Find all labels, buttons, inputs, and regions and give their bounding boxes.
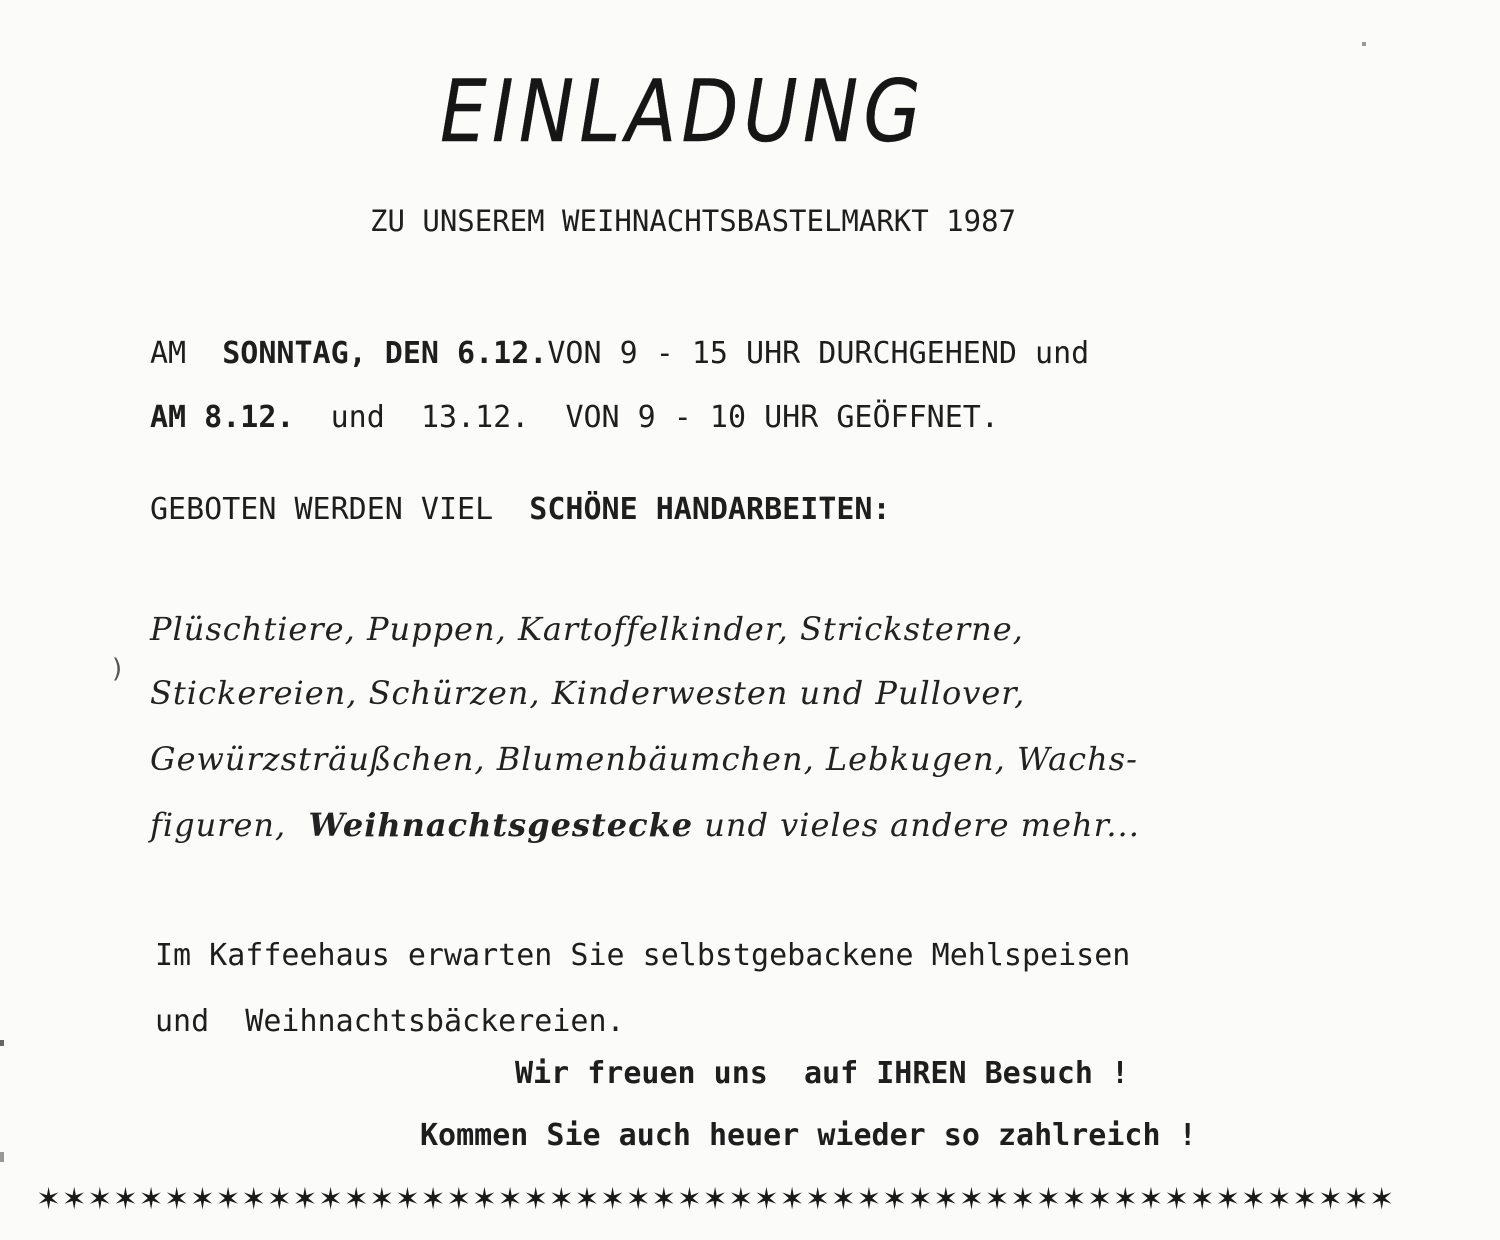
items-line-2: Stickereien, Schürzen, Kinderwesten und Pullover, — [150, 674, 1026, 712]
schedule-sunday-hours: VON 9 - 15 UHR DURCHGEHEND und — [547, 336, 1090, 371]
schedule-line-1 — [150, 336, 1089, 371]
schedule-und: und — [330, 400, 385, 435]
scan-edge-mark — [0, 1040, 4, 1046]
closing-line-2: Kommen Sie auch heuer wieder so zahlreich ! — [420, 1118, 1197, 1153]
items-highlight: Weihnachtsgestecke — [308, 806, 694, 844]
subtitle: ZU UNSEREM WEIHNACHTSBASTELMARKT 1987 — [370, 204, 1017, 238]
scan-edge-mark — [0, 1152, 4, 1162]
items-line-1: Plüschtiere, Puppen, Kartoffelkinder, Stricksterne, — [150, 610, 1024, 648]
closing-line-1: Wir freuen uns auf IHREN Besuch ! — [515, 1056, 1130, 1091]
page-title: EINLADUNG — [440, 62, 926, 162]
schedule-dates-2: 13.12. — [420, 400, 530, 435]
margin-paren-mark: ) — [112, 654, 123, 684]
speck-mark — [1362, 42, 1366, 46]
offer-line — [150, 492, 891, 527]
items-line-4-start: figuren, — [150, 806, 287, 844]
star-border: ✶✶✶✶✶✶✶✶✶✶✶✶✶✶✶✶✶✶✶✶✶✶✶✶✶✶✶✶✶✶✶✶✶✶✶✶✶✶✶✶✶✶✶✶✶✶✶✶✶✶✶✶✶ — [36, 1182, 1395, 1217]
cafe-line-2: und Weihnachtsbäckereien. — [155, 1004, 625, 1039]
schedule-dates-1: AM 8.12. — [150, 400, 295, 435]
offer-highlight: SCHÖNE HANDARBEITEN: — [529, 492, 891, 527]
schedule-line-2 — [150, 400, 999, 435]
items-line-4-end: und vieles andere mehr... — [704, 806, 1140, 844]
schedule-am: AM — [150, 336, 187, 371]
offer-lead: GEBOTEN WERDEN VIEL — [150, 492, 494, 527]
items-line-4 — [150, 806, 1140, 844]
cafe-line-1: Im Kaffeehaus erwarten Sie selbstgebackene Mehlspeisen — [155, 938, 1131, 973]
items-line-3: Gewürzsträußchen, Blumenbäumchen, Lebkugen, Wachs- — [150, 740, 1138, 778]
schedule-weekday-hours: VON 9 - 10 UHR GEÖFFNET. — [565, 400, 999, 435]
schedule-sunday: SONNTAG, DEN 6.12. — [222, 336, 548, 371]
